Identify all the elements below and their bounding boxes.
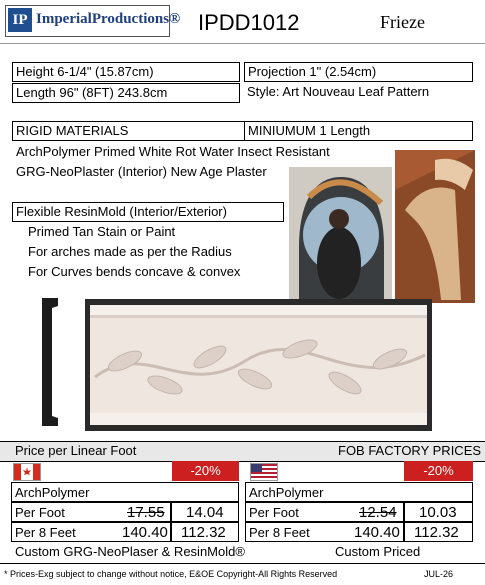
revision-date: JUL-26 [424,569,454,579]
company-logo [5,5,181,37]
canada-per-foot-old: 17.55 [127,504,165,521]
discount-badge: -20% [172,461,239,481]
custom-priced: Custom Priced [335,544,421,559]
rigid-materials-title: RIGID MATERIALS [16,123,129,138]
usa-per-8-old: 140.40 [354,524,400,541]
canada-per-8-new: 112.32 [181,524,226,541]
header [0,0,485,44]
canada-flag-icon [13,463,41,481]
arch-install-photo [289,167,392,303]
canada-per-foot-label: Per Foot [11,502,171,522]
spec-length: Length 96" (8FT) 243.8cm [12,83,240,103]
profile-silhouette [40,296,68,428]
flex-item: For Curves bends concave & convex [28,264,241,279]
spec-style: Style: Art Nouveau Leaf Pattern [247,84,430,99]
logo-mark: IP [8,8,32,32]
grg-desc: GRG-NeoPlaster (Interior) New Age Plaster [16,164,267,179]
usa-per-8-new: 112.32 [414,524,459,541]
frieze-product-image [85,299,432,431]
usa-per-foot-old: 12.54 [359,504,397,521]
minimum-length: MINIUMUM 1 Length [248,123,371,138]
usa-per-foot-label: Per Foot [245,502,404,522]
archpolymer-desc: ArchPolymer Primed White Rot Water Insect Resistant [16,144,330,159]
usa-per-foot-new: 10.03 [419,504,457,521]
discount-badge: -20% [404,461,473,481]
price-per-foot-title: Price per Linear Foot [15,443,137,458]
canada-material: ArchPolymer [11,482,239,502]
fob-title: FOB FACTORY PRICES [338,443,482,458]
usa-material: ArchPolymer [245,482,473,502]
bending-sample-photo [395,150,475,303]
flexible-title: Flexible ResinMold (Interior/Exterior) [12,202,284,222]
canada-per-foot-new: 14.04 [186,504,224,521]
logo-text: ImperialProductions® [36,11,181,27]
flex-item: Primed Tan Stain or Paint [28,224,176,239]
disclaimer: * Prices-Exg subject to change without notice, E&OE Copyright-All Rights Reserved [4,569,338,579]
footer [0,563,485,585]
flex-item: For arches made as per the Radius [28,244,232,259]
divider [244,121,245,141]
spec-height: Height 6-1/4" (15.87cm) [12,62,240,82]
canada-per-8-label: Per 8 Feet [11,522,171,542]
spec-projection: Projection 1" (2.54cm) [244,62,473,82]
custom-materials: Custom GRG-NeoPlaser & ResinMold® [15,544,245,559]
canada-per-8-old: 140.40 [122,524,168,541]
product-category: Frieze [380,12,425,32]
usa-flag-icon [250,463,278,481]
usa-per-8-label: Per 8 Feet [245,522,404,542]
product-id: IPDD1012 [198,10,300,35]
